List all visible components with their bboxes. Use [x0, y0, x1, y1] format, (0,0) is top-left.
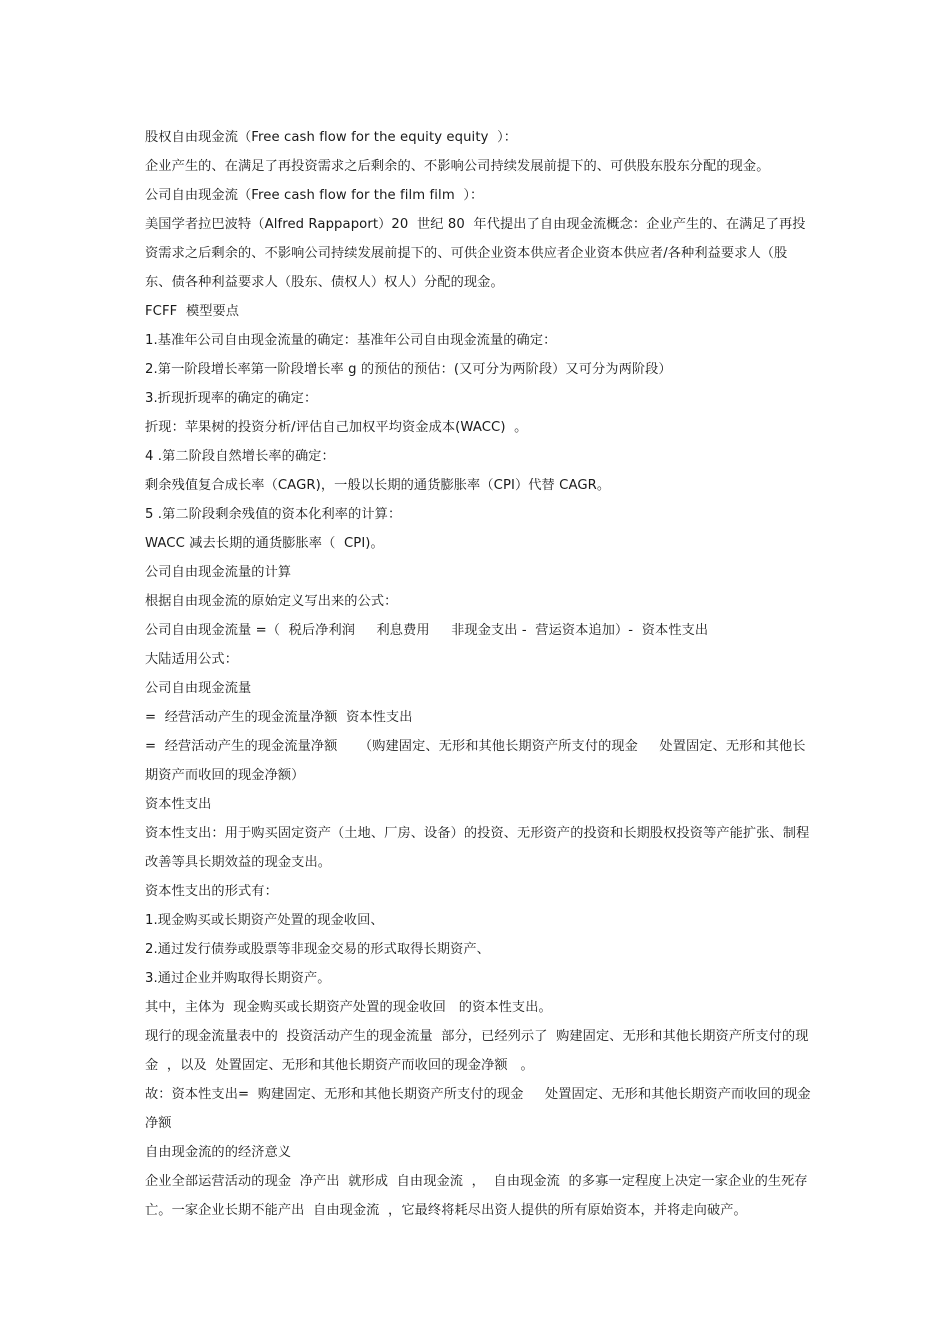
paragraph-economic-meaning: 企业全部运营活动的现金 净产出 就形成 自由现金流 ， 自由现金流 的多寡一定程度上决定一家企业的生死存亡。一家企业长期不能产出 自由现金流 ，它最终将耗尽出资人提供的所有原始资本，并将走向破产。: [145, 1174, 808, 1218]
list-item-5: 5 .第二阶段剩余残值的资本化利率的计算：: [145, 507, 402, 522]
paragraph-fcfe-definition: 企业产生的、在满足了再投资需求之后剩余的、不影响公司持续发展前提下的、可供股东股东分配的现金。: [145, 159, 770, 174]
heading-economic-meaning: 自由现金流的的经济意义: [145, 1145, 292, 1160]
capex-form-1: 1.现金购买或长期资产处置的现金收回、: [145, 913, 384, 928]
paragraph-formula-intro: 根据自由现金流的原始定义写出来的公式：: [145, 594, 398, 609]
paragraph-fcff-label: 公司自由现金流量: [145, 681, 252, 696]
heading-fcff-model: FCFF 模型要点: [145, 304, 240, 319]
capex-form-3: 3.通过企业并购取得长期资产。: [145, 971, 331, 986]
list-item-3: 3.折现折现率的确定的确定：: [145, 391, 318, 406]
paragraph-fcff-definition: 美国学者拉巴波特（Alfred Rappaport）20 世纪 80 年代提出了自由现金流概念：企业产生的、在满足了再投资需求之后剩余的、不影响公司持续发展前提下的、可供企业资本供应者企业资本供应者/各种利益要求人（股东、债各种利益要求人（股东、债权人）权人）分配的现金。: [145, 217, 806, 290]
heading-capex: 资本性支出: [145, 797, 212, 812]
paragraph-mainland-formula: 大陆适用公式：: [145, 652, 239, 667]
heading-fcfe: 股权自由现金流（Free cash flow for the equity equity ）：: [145, 130, 518, 145]
paragraph-capex-forms: 资本性支出的形式有：: [145, 884, 278, 899]
paragraph-wacc: WACC 减去长期的通货膨胀率（ CPI)。: [145, 536, 384, 551]
paragraph-main-body: 其中，主体为 现金购买或长期资产处置的现金收回 的资本性支出。: [145, 1000, 552, 1015]
list-item-4: 4 .第二阶段自然增长率的确定：: [145, 449, 335, 464]
heading-fcff-calc: 公司自由现金流量的计算: [145, 565, 292, 580]
paragraph-discount: 折现：苹果树的投资分析/评估自己加权平均资金成本(WACC) 。: [145, 420, 528, 435]
capex-form-2: 2.通过发行债券或股票等非现金交易的形式取得长期资产、: [145, 942, 490, 957]
list-item-2: 2.第一阶段增长率第一阶段增长率 g 的预估的预估：(又可分为两阶段）又可分为两阶段）: [145, 362, 672, 377]
paragraph-capex-formula: 故：资本性支出= 购建固定、无形和其他长期资产所支付的现金 处置固定、无形和其他长期资产而收回的现金净额: [145, 1087, 811, 1131]
paragraph-formula-line-2: = 经营活动产生的现金流量净额 （购建固定、无形和其他长期资产所支付的现金 处置固定、无形和其他长期资产而收回的现金净额）: [145, 739, 806, 783]
paragraph-cagr: 剩余残值复合成长率（CAGR)，一般以长期的通货膨胀率（CPI）代替 CAGR。: [145, 478, 611, 493]
heading-fcff: 公司自由现金流（Free cash flow for the film film ）：: [145, 188, 484, 203]
document-body: [145, 123, 813, 1225]
list-item-1: 1.基准年公司自由现金流量的确定：基准年公司自由现金流量的确定：: [145, 333, 557, 348]
paragraph-cash-flow-statement: 现行的现金流量表中的 投资活动产生的现金流量 部分，已经列示了 购建固定、无形和其他长期资产所支付的现金 ，以及 处置固定、无形和其他长期资产而收回的现金净额 。: [145, 1029, 809, 1073]
paragraph-formula: 公司自由现金流量 =（ 税后净利润 利息费用 非现金支出 - 营运资本追加）- 资本性支出: [145, 623, 709, 638]
paragraph-formula-line-1: = 经营活动产生的现金流量净额 资本性支出: [145, 710, 413, 725]
paragraph-capex-definition: 资本性支出：用于购买固定资产（土地、厂房、设备）的投资、无形资产的投资和长期股权投资等产能扩张、制程改善等具长期效益的现金支出。: [145, 826, 810, 870]
